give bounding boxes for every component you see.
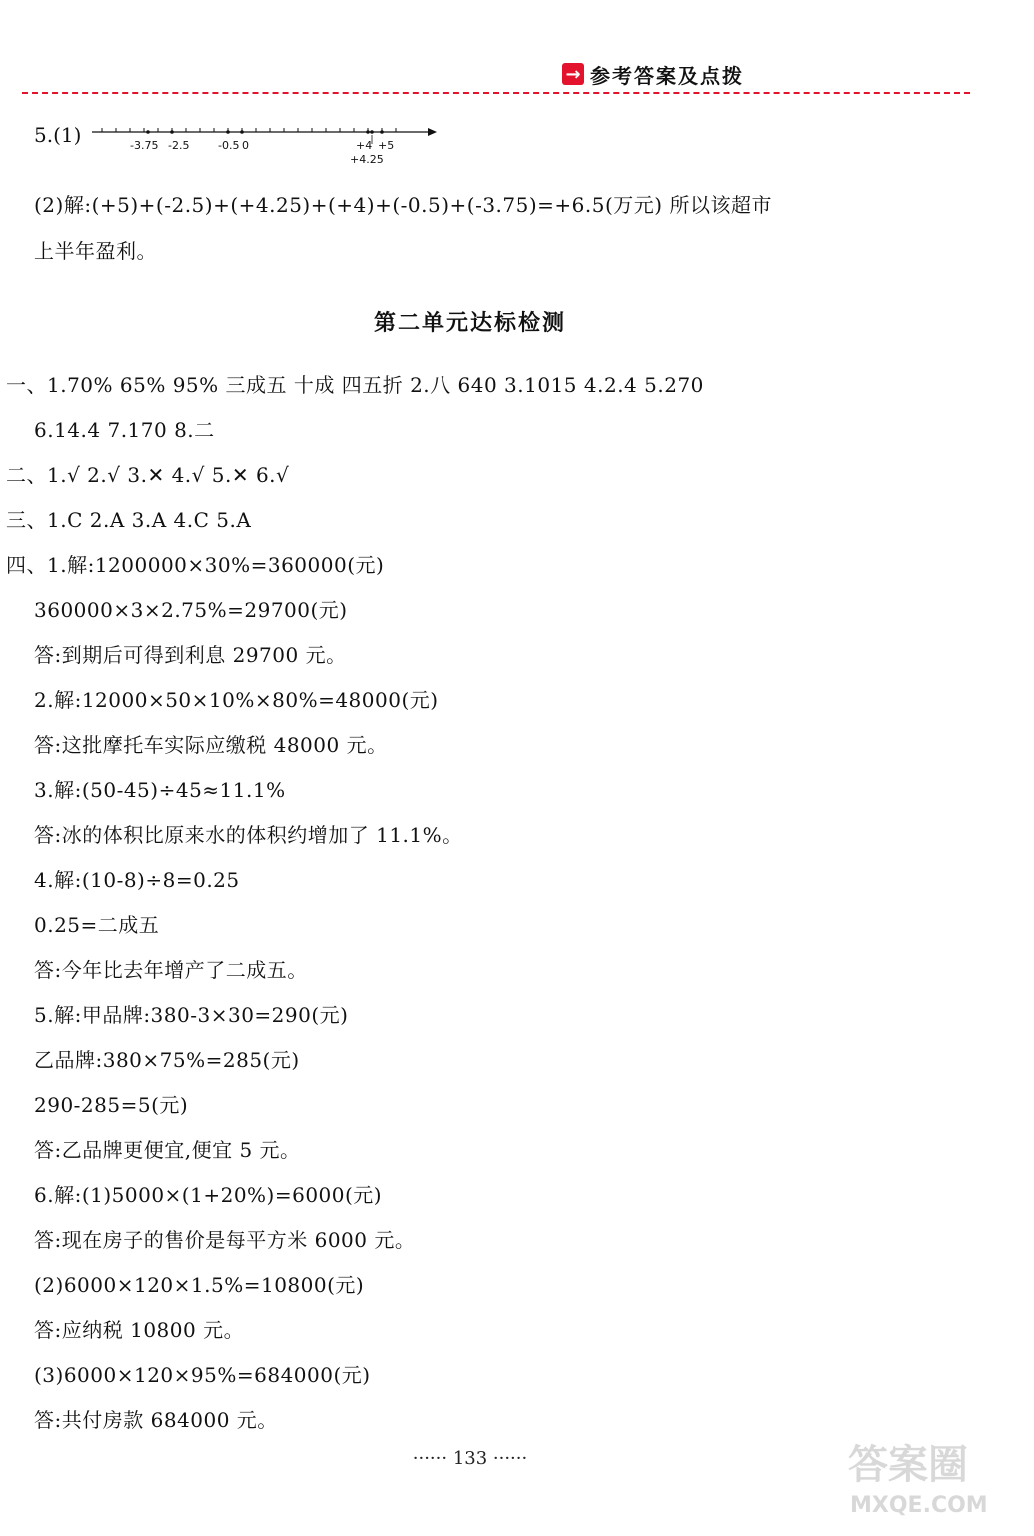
answer-line: 上半年盈利。 xyxy=(34,239,157,263)
tick-label: -2.5 xyxy=(168,139,190,152)
tick-label: 0 xyxy=(242,139,249,152)
number-line-arrow-icon xyxy=(428,128,437,136)
answer-line: 乙品牌:380×75%=285(元) xyxy=(34,1048,300,1072)
number-line-label: 5.(1) xyxy=(34,123,82,147)
answer-line: 6.解:(1)5000×(1+20%)=6000(元) xyxy=(34,1183,383,1207)
answer-line: 3.解:(50-45)÷45≈11.1% xyxy=(34,778,286,802)
header-title: 参考答案及点拨 xyxy=(590,63,744,88)
answer-line: 二、1.√ 2.√ 3.✕ 4.√ 5.✕ 6.√ xyxy=(6,463,290,487)
svg-text:MXQE.COM: MXQE.COM xyxy=(850,1493,988,1518)
answer-line: 答:今年比去年增产了二成五。 xyxy=(34,958,308,982)
answer-line: 360000×3×2.75%=29700(元) xyxy=(34,598,348,622)
answer-line: 答:共付房款 684000 元。 xyxy=(34,1408,278,1432)
section-title: 第二单元达标检测 xyxy=(373,311,566,336)
answer-line: 答:现在房子的售价是每平方米 6000 元。 xyxy=(34,1228,416,1252)
watermark-logo xyxy=(844,1430,994,1520)
answer-line: 答:乙品牌更便宜,便宜 5 元。 xyxy=(34,1138,301,1162)
answer-line: 答:这批摩托车实际应缴税 48000 元。 xyxy=(34,733,388,757)
answer-line: 5.解:甲品牌:380-3×30=290(元) xyxy=(34,1003,349,1027)
answer-line: (2)6000×120×1.5%=10800(元) xyxy=(34,1273,365,1297)
answer-line: 4.解:(10-8)÷8=0.25 xyxy=(34,868,240,892)
tick-label: -0.5 xyxy=(218,139,240,152)
header-label xyxy=(562,60,744,88)
svg-text:答案圈: 答案圈 xyxy=(848,1442,968,1488)
answer-line: (3)6000×120×95%=684000(元) xyxy=(34,1363,371,1387)
answer-line: 2.解:12000×50×10%×80%=48000(元) xyxy=(34,688,439,712)
answer-line: 答:到期后可得到利息 29700 元。 xyxy=(34,643,347,667)
page-number: ······ 133 ······ xyxy=(412,1448,528,1469)
tick-label: -3.75 xyxy=(130,139,159,152)
answer-line: 6.14.4 7.170 8.二 xyxy=(34,418,215,442)
header-divider xyxy=(22,92,970,94)
arrow-right-icon: → xyxy=(562,63,584,85)
answer-line: 答:应纳税 10800 元。 xyxy=(34,1318,245,1342)
answer-line: (2)解:(+5)+(-2.5)+(+4.25)+(+4)+(-0.5)+(-3.75)=+6.5(万元) 所以该超市 xyxy=(34,193,772,217)
answer-line: 四、1.解:1200000×30%=360000(元) xyxy=(6,553,385,577)
page-header xyxy=(0,0,1034,100)
tick-label: +5 xyxy=(378,139,395,152)
number-line xyxy=(92,118,437,170)
answer-line: 一、1.70% 65% 95% 三成五 十成 四五折 2.八 640 3.1015 4.2.4 5.270 xyxy=(6,373,704,397)
tick-label: +4 xyxy=(356,139,373,152)
answer-line: 0.25=二成五 xyxy=(34,913,160,937)
tick-label: +4.25 xyxy=(350,153,384,166)
answer-line: 三、1.C 2.A 3.A 4.C 5.A xyxy=(6,508,252,532)
answer-line: 290-285=5(元) xyxy=(34,1093,189,1117)
answer-line: 答:冰的体积比原来水的体积约增加了 11.1%。 xyxy=(34,823,463,847)
